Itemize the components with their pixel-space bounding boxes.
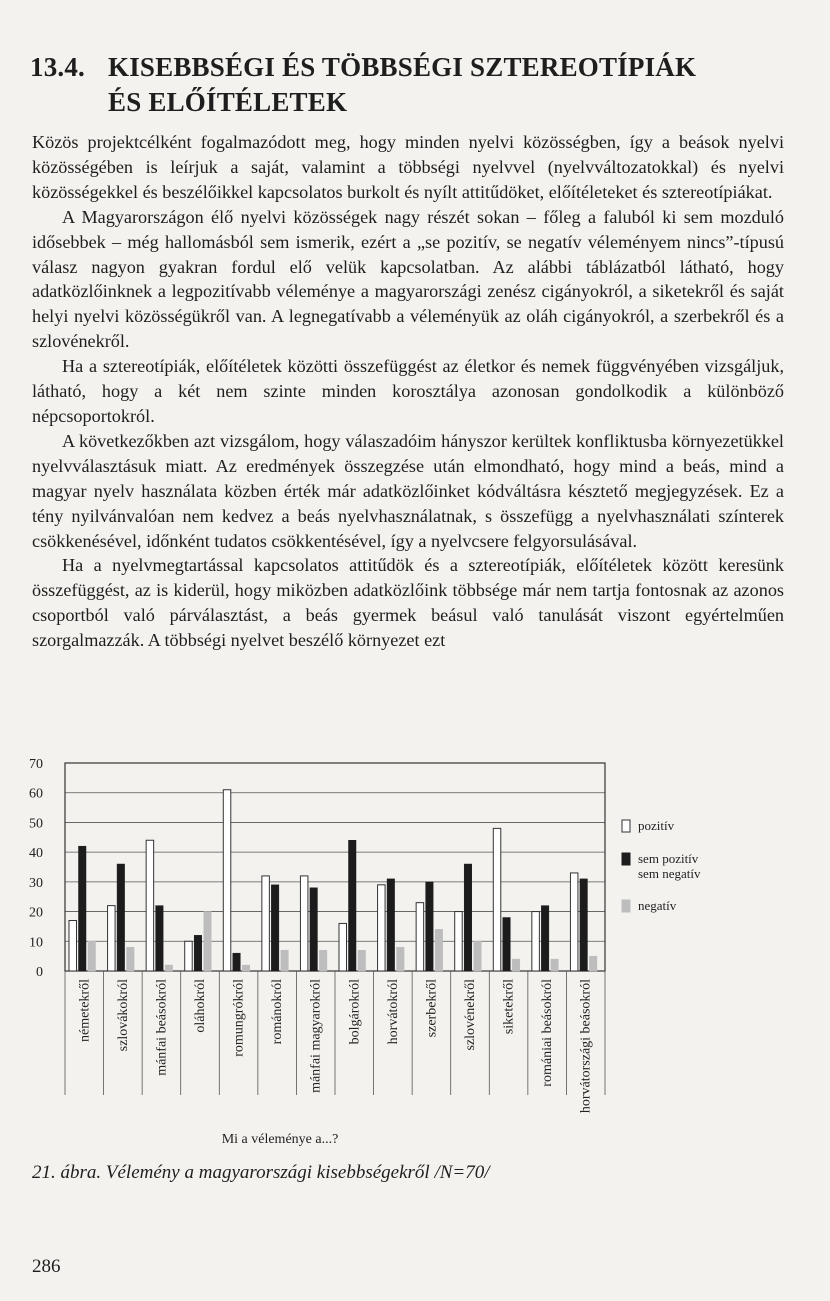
- bar: [455, 912, 463, 971]
- x-tick-label: mánfai beásokról: [154, 979, 170, 1076]
- x-tick-label: szerbekről: [424, 979, 440, 1038]
- x-tick-label: németekről: [77, 979, 93, 1042]
- bar: [512, 959, 520, 971]
- paragraph: Ha a nyelvmegtartással kapcsolatos attitűdök és a sztereotípiák, előítéletek között keresünk összefüggést, az is kiderül, hogy miközben adatközlőink többsége már nem tartja fontosnak az azonos csoportból való párválasztást, a beás gyermek beásul való tanulását viszont egyértelműen szorgalmazzák. A többségi nyelvet beszélő környezet ezt: [32, 555, 784, 651]
- bar: [541, 906, 549, 971]
- bar: [339, 923, 347, 971]
- bar: [358, 950, 366, 971]
- body-text: [32, 130, 784, 653]
- bar: [397, 947, 405, 971]
- page-number: 286: [32, 1256, 61, 1277]
- bar: [464, 864, 472, 971]
- legend-swatch: [622, 853, 630, 865]
- bar: [156, 906, 164, 971]
- bar: [426, 882, 434, 971]
- bar: [570, 873, 578, 971]
- section-title-line1: KISEBBSÉGI ÉS TÖBBSÉGI SZTEREOTÍPIÁK: [108, 52, 697, 82]
- legend-swatch: [622, 900, 630, 912]
- bar: [79, 846, 87, 971]
- bar: [281, 950, 289, 971]
- x-axis-title: Mi a véleménye a...?: [221, 1132, 339, 1147]
- y-tick-label: 70: [29, 757, 43, 772]
- y-tick-label: 50: [29, 816, 43, 832]
- bar: [271, 885, 279, 971]
- section-title-line2: ÉS ELŐÍTÉLETEK: [108, 87, 348, 117]
- bar: [88, 941, 96, 971]
- y-tick-label: 60: [29, 786, 43, 802]
- bar: [127, 947, 135, 971]
- x-tick-label: siketekről: [501, 979, 517, 1035]
- bar: [233, 953, 241, 971]
- x-tick-label: romungrókról: [231, 979, 247, 1057]
- bar: [503, 918, 511, 971]
- bar: [474, 941, 482, 971]
- bar: [532, 912, 540, 971]
- paragraph: Ha a sztereotípiák, előítéletek közötti összefüggést az életkor és nemek függvényében vizsgáljuk, látható, hogy a két nem szinte minden korosztálya azonosan gondolkodik a különböző népcsoportokról.: [32, 356, 784, 426]
- bar: [69, 920, 77, 971]
- opinion-bar-chart: [20, 745, 760, 1150]
- bar: [378, 885, 386, 971]
- bar: [204, 912, 212, 971]
- figure-caption: 21. ábra. Vélemény a magyarországi kisebbségekről /N=70/: [32, 1162, 490, 1183]
- bar: [262, 876, 270, 971]
- bar: [310, 888, 318, 971]
- legend-swatch: [622, 820, 630, 832]
- section-number: 13.4.: [30, 52, 85, 82]
- paragraph: Közös projektcélként fogalmazódott meg, hogy minden nyelvi közösségben, így a beások nyelvi közösségében is leírjuk a saját, valamint a többségi nyelvvel (nyelvváltozatokkal) és nyelvi közösségekkel és beszélőikkel kapcsolatos burkolt és nyílt attitűdöket, előítéleteket és sztereotípiákat.: [32, 132, 784, 202]
- bar: [435, 929, 443, 971]
- x-tick-label: bolgárokról: [347, 979, 363, 1045]
- x-tick-label: szlovénekről: [463, 979, 478, 1051]
- paragraph: A Magyarországon élő nyelvi közösségek nagy részét sokan – főleg a faluból ki sem mozduló idősebbek – még hallomásból sem ismerik, ezért a „se pozitív, se negatív véleményem nincs”-típusú válasz nagyon gyakran fordul elő velük kapcsolatban. Az alábbi táblázatból látható, hogy adatközlőinknek a legpozitívabb véleménye a magyarországi zenész cigányokról, a siketekről és saját helyi nyelvi közösségükről van. A legnegatívabb a véleményük az oláh cigányokról, a szerbekről és a szlovénekről.: [32, 206, 784, 352]
- x-tick-label: románokról: [270, 979, 286, 1045]
- bar: [146, 840, 154, 971]
- x-tick-label: mánfai magyarokról: [308, 979, 324, 1093]
- bar: [185, 941, 193, 971]
- y-tick-label: 30: [29, 875, 43, 891]
- bar: [300, 876, 308, 971]
- x-tick-label: horvátországi beásokról: [578, 979, 594, 1114]
- x-tick-label: romániai beásokról: [540, 979, 556, 1087]
- bar: [108, 906, 116, 971]
- y-tick-label: 20: [29, 905, 43, 921]
- legend-label: pozitív: [638, 818, 675, 833]
- bar: [416, 903, 424, 971]
- bar: [223, 790, 231, 971]
- bar: [319, 950, 327, 971]
- y-tick-label: 10: [29, 935, 43, 951]
- legend-label-line2: sem negatív: [638, 866, 701, 881]
- bar: [589, 956, 597, 971]
- y-tick-label: 40: [29, 846, 43, 862]
- bar: [194, 935, 202, 971]
- section-heading: [30, 50, 790, 120]
- y-tick-label: 0: [36, 965, 43, 980]
- bar: [551, 959, 559, 971]
- bar: [165, 965, 173, 971]
- bar: [493, 828, 501, 971]
- legend-label: sem pozitív: [638, 851, 699, 866]
- legend-label: negatív: [638, 898, 677, 913]
- bar: [349, 840, 357, 971]
- bar: [580, 879, 588, 971]
- bar: [242, 965, 250, 971]
- bar: [117, 864, 125, 971]
- paragraph: A következőkben azt vizsgálom, hogy válaszadóim hányszor kerültek konfliktusba környezetükkel nyelvválasztásuk miatt. Az eredmények összegzése után elmondható, hogy mind a beás, mind a magyar nyelv használata közben érték már adatközlőinket kódváltásra késztető megjegyzések. Ez a tény nyilvánvalóan nem kedvez a beás nyelvhasználatnak, s összefügg a nyelvhasználati színterek csökkenésével, időnként tudatos csökkentésével, így a nyelvcsere felgyorsulásával.: [32, 430, 784, 551]
- x-tick-label: oláhokról: [193, 979, 208, 1033]
- x-tick-label: szlovákokról: [115, 979, 131, 1052]
- bar: [387, 879, 395, 971]
- x-tick-label: horvátokról: [385, 979, 401, 1045]
